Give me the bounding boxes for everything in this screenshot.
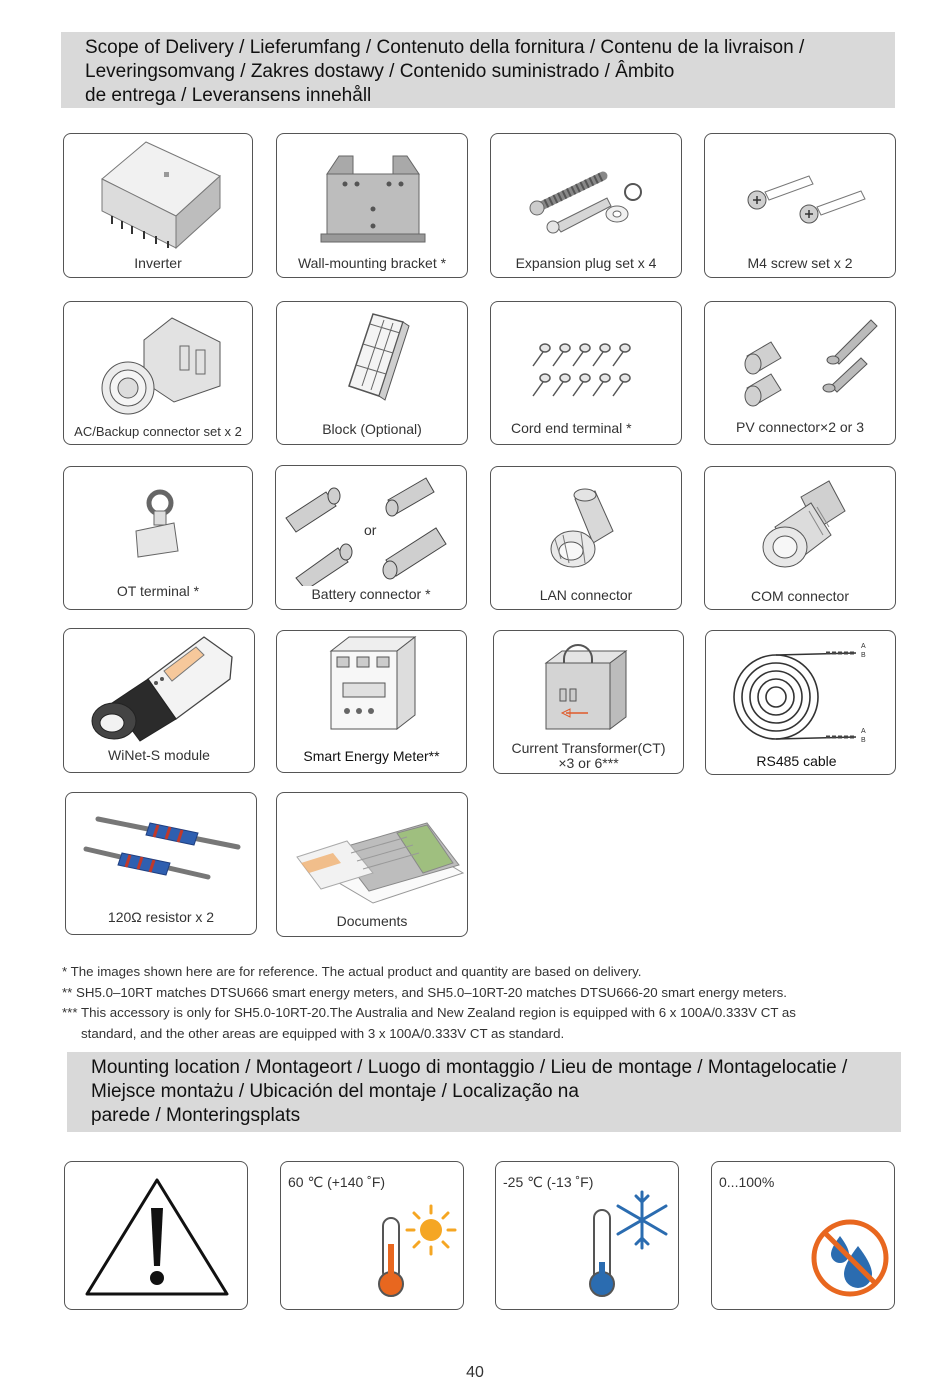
min-temperature-label: -25 ℃ (-13 ˚F) [503,1174,594,1190]
inverter-icon [64,134,254,254]
max-temperature-label: 60 ℃ (+140 ˚F) [288,1174,386,1190]
rs485-a-top: A [861,643,866,650]
rs485-a-bottom: A [861,728,866,735]
lan-connector-icon [491,467,683,587]
item-winet-s [63,628,255,773]
lan-connector-label: LAN connector [539,587,633,603]
scope-header-line-2: Leveringsomvang / Zakres dostawy / Contenido suministrado / Âmbito [85,61,675,82]
block-icon [277,302,469,422]
item-pv-connector [704,301,896,445]
cord-end-terminal-label: Cord end terminal * [511,420,632,436]
item-current-transformer [493,630,684,774]
current-transformer-label-1: Current Transformer(CT) [511,740,666,756]
smart-energy-meter-label: Smart Energy Meter** [303,748,440,764]
item-expansion-plug [490,133,682,278]
mounting-location-header [67,1052,901,1132]
rs485-b-top: B [861,652,866,659]
item-resistor [65,792,257,935]
condition-max-temperature [280,1161,464,1310]
rs485-b-bottom: B [861,737,866,744]
sun-icon [281,1162,465,1311]
rs485-cable-label: RS485 cable [756,753,837,769]
item-ac-connector [63,301,253,445]
scope-header-line-1: Scope of Delivery / Lieferumfang / Contenuto della fornitura / Contenu de la livraison / [85,37,805,58]
expansion-plug-label: Expansion plug set x 4 [515,255,657,271]
item-rs485-cable [705,630,896,775]
item-lan-connector [490,466,682,610]
item-ot-terminal [63,466,253,610]
snowflake-icon [496,1162,680,1311]
page-number: 40 [466,1364,484,1381]
footnote-3-continued: standard, and the other areas are equipped with 3 x 100A/0.333V CT as standard. [81,1025,565,1041]
humidity-label: 0...100% [719,1174,775,1190]
item-battery-connector [275,465,467,610]
footnote-2: ** SH5.0–10RT matches DTSU666 smart energy meters, and SH5.0–10RT-20 matches DTSU666-20 smart energy meters. [62,984,788,1000]
warning-icon [65,1162,249,1311]
ot-terminal-label: OT terminal * [116,583,200,599]
smart-energy-meter-icon [277,631,468,751]
resistor-icon [66,793,258,913]
com-connector-icon [705,467,897,587]
item-block [276,301,468,445]
item-com-connector [704,466,896,610]
condition-humidity [711,1161,895,1310]
pv-connector-icon [705,302,897,422]
m4-screw-icon [705,134,897,254]
resistor-label: 120Ω resistor x 2 [107,909,215,925]
item-cord-end-terminal [490,301,682,445]
documents-label: Documents [336,913,408,929]
item-inverter [63,133,253,278]
mounting-header-line-2: Miejsce montażu / Ubicación del montaje / Localização na [91,1081,579,1102]
mounting-header-line-1: Mounting location / Montageort / Luogo di montaggio / Lieu de montage / Montagelocatie / [91,1057,848,1078]
wall-bracket-label: Wall-mounting bracket * [297,255,447,271]
scope-header-line-3: de entrega / Leveransens innehåll [85,85,372,106]
com-connector-label: COM connector [750,588,850,604]
mounting-header-line-3: parede / Monteringsplats [91,1105,301,1126]
battery-connector-label: Battery connector * [311,586,431,602]
condition-warning [64,1161,248,1310]
documents-icon [277,793,469,913]
winet-s-icon [64,629,256,749]
expansion-plug-icon [491,134,683,254]
block-label: Block (Optional) [322,421,422,437]
cord-end-terminal-icon [491,302,683,422]
footnotes [62,962,902,1044]
ac-connector-icon [64,302,254,422]
scope-of-delivery-header [61,32,895,108]
condition-min-temperature [495,1161,679,1310]
item-m4-screw [704,133,896,278]
footnote-1: * The images shown here are for reference. The actual product and quantity are based on delivery. [62,964,642,979]
rs485-cable-icon [706,631,897,751]
footnote-3: *** This accessory is only for SH5.0-10RT-20.The Australia and New Zealand region is equipped with 6 x 100A/0.333V CT as [62,1005,796,1020]
m4-screw-label: M4 screw set x 2 [747,255,853,271]
inverter-label: Inverter [134,255,182,271]
pv-connector-label: PV connector×2 or 3 [735,419,865,435]
ot-terminal-icon [64,467,254,587]
no-water-icon [712,1162,896,1311]
battery-connector-or: or [364,522,377,538]
winet-s-label: WiNet-S module [108,747,210,763]
item-wall-bracket [276,133,468,278]
wall-bracket-icon [277,134,469,254]
ac-connector-label: AC/Backup connector set x 2 [74,424,242,439]
item-documents [276,792,468,937]
item-smart-energy-meter [276,630,467,773]
current-transformer-label-2: ×3 or 6*** [558,755,619,771]
current-transformer-icon [494,631,685,751]
